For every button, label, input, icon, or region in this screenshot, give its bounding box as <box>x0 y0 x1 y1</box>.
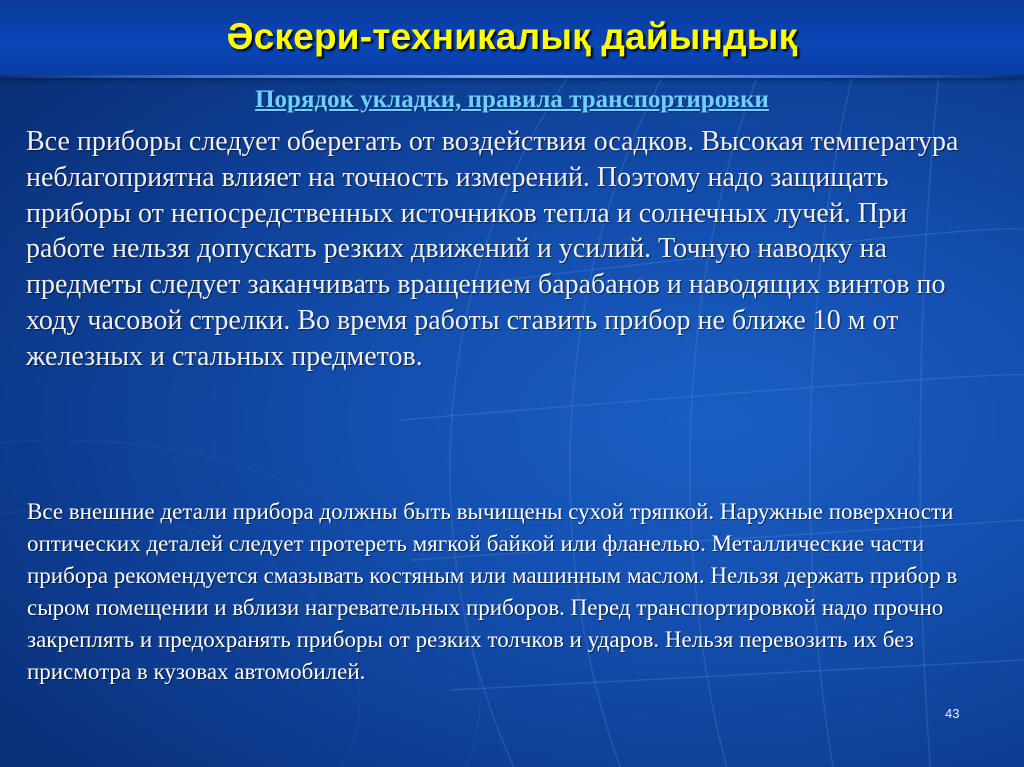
slide-subtitle: Порядок укладки, правила транспортировки <box>255 86 769 113</box>
body-paragraph-2: Все внешние детали прибора должны быть вычищены сухой тряпкой. Наружные поверхности оптических деталей следует протереть мягкой байкой или фланелью. Металлические части прибора рекомендуется смазывать костяным или машинным маслом. Нельзя держать прибор в сыром помещении и вблизи нагревательных приборов. Перед транспортировкой надо прочно закреплять и предохранять приборы от резких толчков и ударов. Нельзя перевозить их без присмотра в кузовах автомобилей. <box>27 499 958 684</box>
page-number: 43 <box>945 706 960 721</box>
slide-title: Әскери-техникалық дайындық <box>226 16 798 57</box>
body-paragraph-1: Все приборы следует оберегать от воздействия осадков. Высокая температура неблагоприятна влияет на точность измерений. Поэтому надо защищать приборы от непосредственных источников тепла и солнечных лучей. При работе нельзя допускать резких движений и усилий. Точную наводку на предметы следует заканчивать вращением барабанов и наводящих винтов по ходу часовой стрелки. Во время работы ставить прибор не ближе 10 м от железных и стальных предметов. <box>26 126 959 372</box>
